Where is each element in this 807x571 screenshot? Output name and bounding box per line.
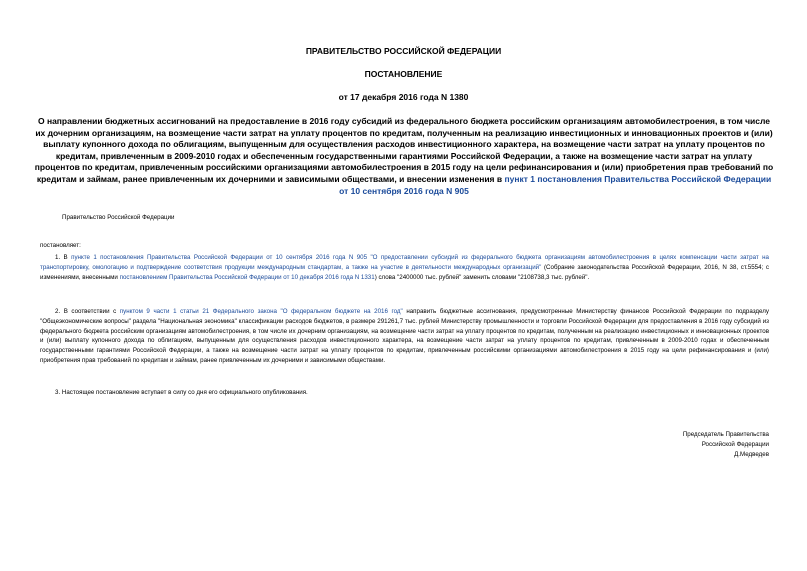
paragraph-2 (40, 307, 769, 366)
signatory-country: Российской Федерации (701, 440, 769, 448)
p1-link-title[interactable]: "О предоставлении субсидий из федерального бюджета организациям автомобилестроения в целях компенсации части затрат на транспортировку, омологацию и подтверждение соответствия продукции международным стандартам, а также на участие в деятельности международных организаций" (40, 254, 769, 271)
title-text: О направлении бюджетных ассигнований на предоставление в 2016 году субсидий из федерального бюджета российским организациям автомобилестроения, в том числе их дочерним организациям, на возмещение части затрат на уплату процентов по кредитам, полученным на реализацию инвестиционных и инновационных проектов и (или) выплату купонного дохода по облигациям, выпущенным для осуществления расходов инвестиционного характера, на возмещение части затрат на уплату процентов по кредитам, привлеченным в 2009-2010 годах и обеспеченным государственными гарантиями Российской Федерации, а также на возмещение части затрат на уплату процентов по кредитам, привлеченным российскими организациями автомобилестроения в 2015 году на цели рефинансирования и (или) приобретения прав требований по кредитам и займам, ранее привлеченным их дочерними и зависимыми обществами, и внесении изменения в (34, 116, 774, 184)
issuing-authority: ПРАВИТЕЛЬСТВО РОССИЙСКОЙ ФЕДЕРАЦИИ (305, 46, 502, 56)
p2-number: 2. В соответствии с (55, 308, 120, 315)
p1-link-resolution-1331[interactable]: постановлением Правительства Российской Федерации от 10 декабря 2016 года N 1331 (119, 273, 375, 281)
p1-link-resolution-905[interactable]: пункте 1 постановления Правительства Российской Федерации от 10 сентября 2016 года N 905 (71, 254, 368, 261)
paragraph-3 (40, 388, 769, 398)
paragraph-1 (40, 253, 769, 282)
document-title (34, 116, 774, 197)
document-date-number: от 17 декабря 2016 года N 1380 (338, 92, 469, 102)
p1-tail-text: ) слова "2400000 тыс. рублей" заменить словами "2108738,3 тыс. рублей". (374, 273, 590, 281)
p3-text: 3. Настоящее постановление вступает в силу со дня его официального опубликования. (55, 389, 308, 396)
document-type: ПОСТАНОВЛЕНИЕ (364, 69, 443, 79)
p2-text: направить бюджетные ассигнования, предусмотренные Министерству финансов Российской Федерации по подразделу "Общеэкономические вопросы" раздела "Национальная экономика" классификации расходов бюджетов, в размере 291261,7 тыс. рублей Министерству промышленности и торговли Российской Федерации для предоставления в 2016 году субсидий из федерального бюджета российским организациям автомобилестроения, в том числе их дочерним организациям, на возмещение части затрат на уплату процентов по кредитам, полученным на реализацию инвестиционных и инновационных проектов и (или) выплату купонного дохода по облигациям, выпущенным для осуществления расходов инвестиционного характера, на возмещение части затрат на уплату процентов по кредитам, привлеченным в 2009-2010 годах и обеспеченным государственными гарантиями Российской Федерации, а также на возмещение части затрат на уплату процентов по кредитам, привлеченным российскими организациями автомобилестроения в 2015 году на цели рефинансирования и (или) приобретения прав требований по кредитам и займам, ранее привлеченным их дочерними и зависимыми обществами. (40, 308, 769, 364)
title-link[interactable]: пункт 1 постановления Правительства Российской Федерации от 10 сентября 2016 года N 905 (339, 173, 772, 196)
p1-number: 1. В (55, 254, 72, 261)
signature-block (683, 430, 769, 459)
p1-middle-text: (Собрание законодательства Российской Федерации, 2016, N 38, ст.5554; с изменениями, внесенными (40, 263, 769, 281)
government-label: Правительство Российской Федерации (62, 214, 175, 221)
signatory-position: Председатель Правительства (682, 431, 769, 438)
signatory-name: Д.Медведев (734, 450, 769, 458)
p2-link-federal-law[interactable]: пунктом 9 части 1 статьи 21 Федерального закона "О федеральном бюджете на 2016 год" (119, 308, 403, 315)
decree-word: постановляет: (40, 242, 81, 249)
